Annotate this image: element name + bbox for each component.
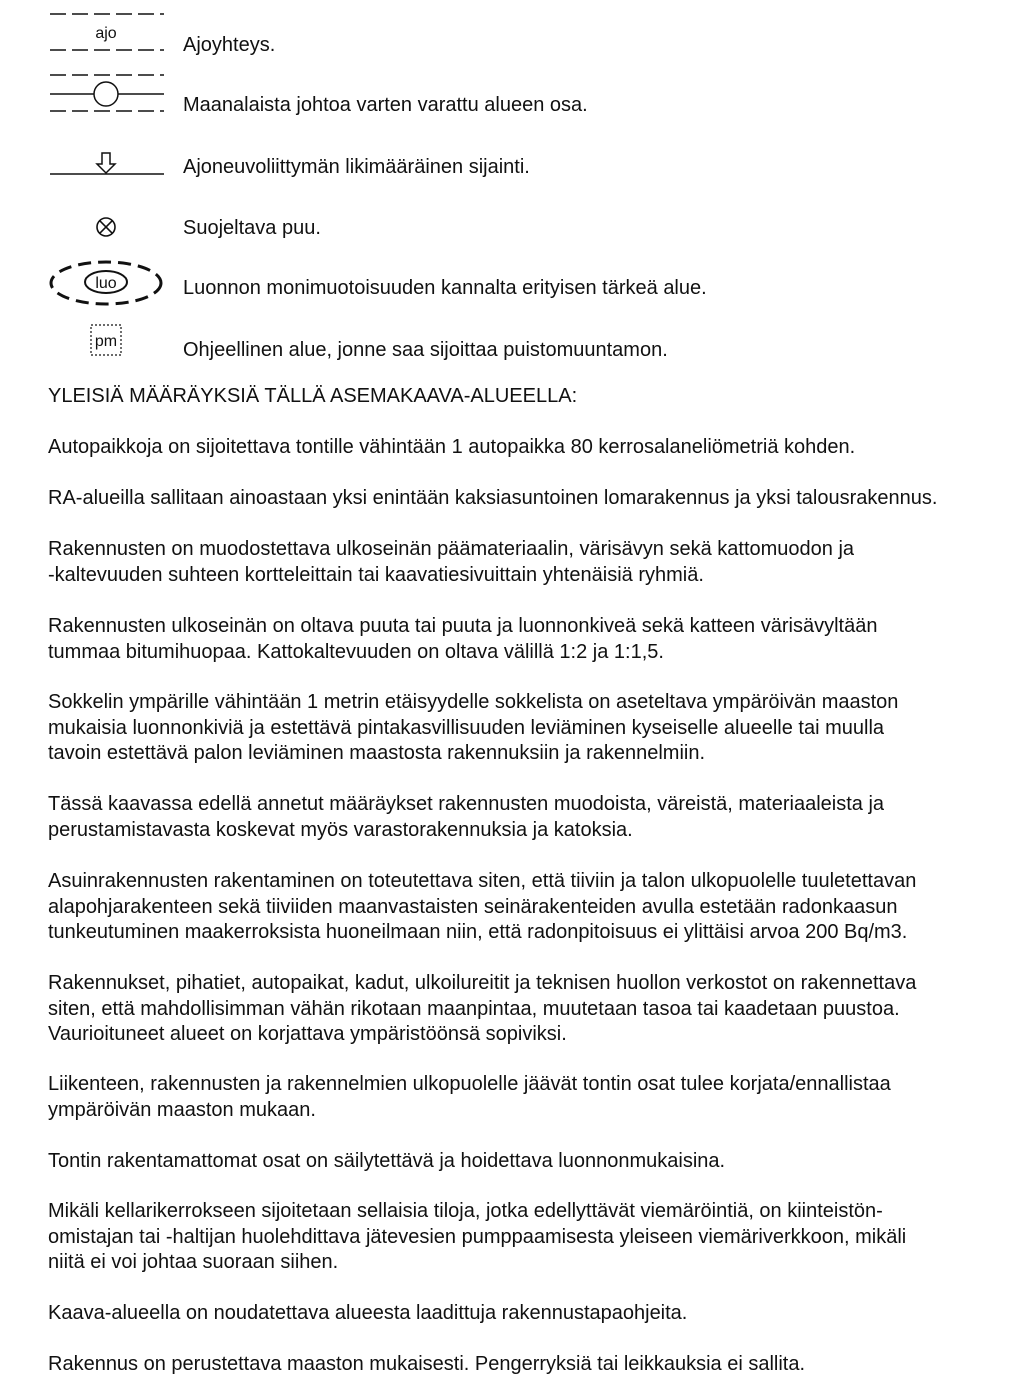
- paragraph-line: Liikenteen, rakennusten ja rakennelmien ulkopuolelle jäävät tontin osat tulee korjata/ennallistaa: [48, 1073, 891, 1095]
- paragraph-line: Rakennukset, pihatiet, autopaikat, kadut, ulkoilureitit ja teknisen huollon verkostot on rakennettava: [48, 972, 917, 994]
- dashed-lines-ajo-icon: [44, 0, 168, 60]
- legend-text-maanalainen-johto: Maanalaista johtoa varten varattu alueen osa.: [183, 94, 588, 116]
- paragraph-line: siten, että mahdollisimman vähän rikotaan maanpintaa, muutetaan tasoa tai kaadetaan puustoa.: [48, 997, 900, 1020]
- paragraph-line: -kaltevuuden suhteen kortteleittain tai kaavatiesivuittain yhtenäisiä ryhmiä.: [48, 563, 704, 586]
- paragraph-line: perustamistavasta koskevat myös varastorakennuksia ja katoksia.: [48, 818, 633, 841]
- paragraph-radon: [48, 869, 1008, 946]
- paragraph-ulkoseina: [48, 614, 1008, 665]
- paragraph-sokkeli: [48, 690, 1008, 767]
- paragraph-ryhmat: [48, 537, 1008, 588]
- svg-text:luo: luo: [95, 275, 117, 292]
- paragraph-line: Tässä kaavassa edellä annetut määräykset rakennusten muodoista, väreistä, materiaaleista ja: [48, 793, 885, 815]
- paragraph-line: Autopaikkoja on sijoitettava tontille vähintään 1 autopaikka 80 kerrosalaneliömetriä kohden.: [48, 436, 856, 458]
- paragraph-ennallistaminen: [48, 1072, 1008, 1123]
- paragraph-line: Kaava-alueella on noudatettava alueesta laadittuja rakennustapaohjeita.: [48, 1302, 688, 1324]
- legend-text-ajoyhteys: Ajoyhteys.: [183, 34, 276, 56]
- paragraph-line: RA-alueilla sallitaan ainoastaan yksi enintään kaksiasuntoinen lomarakennus ja yksi talousrakennus.: [48, 487, 938, 509]
- line-down-arrow-icon: [44, 140, 168, 180]
- paragraph-rakennustapaohjeet: [48, 1301, 1008, 1327]
- paragraph-line: tummaa bitumihuopaa. Kattokaltevuuden on oltava välillä 1:2 ja 1:1,5.: [48, 640, 664, 663]
- paragraph-line: tunkeutuminen maakerroksista huoneilmaan niin, että radonpitoisuus ei ylittäisi arvoa 200 Bq/m3.: [48, 921, 908, 943]
- paragraph-line: mukaisia luonnonkiviä ja estettävä pintakasvillisuuden leviäminen kyseiselle alueelle tai muulla: [48, 716, 885, 739]
- paragraph-line: tavoin estettävä palon leviäminen maastosta rakennuksiin ja rakennelmiin.: [48, 742, 706, 764]
- paragraph-line: omistajan tai -haltijan huolehdittava jätevesien pumppaamisesta yleiseen viemäriverkkoon, mikäli: [48, 1225, 907, 1248]
- paragraph-kellarikerros: [48, 1199, 1008, 1276]
- paragraph-line: Rakennusten on muodostettava ulkoseinän päämateriaalin, värisävyn sekä kattomuodon ja: [48, 538, 855, 560]
- paragraph-line: Tontin rakentamattomat osat on säilytettävä ja hoidettava luonnonmukaisina.: [48, 1150, 726, 1172]
- svg-text:ajo: ajo: [95, 25, 117, 42]
- paragraph-maanpinta: [48, 971, 1008, 1048]
- dashed-lines-circle-icon: [44, 60, 168, 120]
- dashed-ellipse-luo-icon: [44, 255, 168, 311]
- paragraph-line: ympäröivän maaston mukaan.: [48, 1098, 316, 1121]
- paragraph-line: Mikäli kellarikerrokseen sijoitetaan sellaisia tiloja, jotka edellyttävät viemäröintiä, on kiinteistön-: [48, 1200, 883, 1222]
- paragraph-varastorakennukset: [48, 792, 1008, 843]
- paragraph-line: Asuinrakennusten rakentaminen on toteutettava siten, että tiiviin ja talon ulkopuolelle tuuletettavan: [48, 870, 917, 892]
- legend-text-ajoneuvoliittyma: Ajoneuvoliittymän likimääräinen sijainti.: [183, 156, 530, 178]
- dotted-box-pm-icon: [44, 318, 168, 368]
- svg-text:pm: pm: [94, 333, 118, 350]
- paragraph-line: niitä ei voi johtaa suoraan siihen.: [48, 1251, 339, 1273]
- paragraph-line: Vaurioituneet alueet on korjattava ympäristöönsä sopiviksi.: [48, 1023, 567, 1045]
- paragraph-line: Sokkelin ympärille vähintään 1 metrin etäisyydelle sokkelista on aseteltava ympäröivän maaston: [48, 691, 899, 713]
- legend-text-puistomuuntamo: Ohjeellinen alue, jonne saa sijoittaa puistomuuntamon.: [183, 339, 668, 361]
- paragraph-line: Rakennus on perustettava maaston mukaisesti. Pengerryksiä tai leikkauksia ei sallita.: [48, 1353, 806, 1375]
- legend-text-luonnon-monimuotoisuus: Luonnon monimuotoisuuden kannalta erityisen tärkeä alue.: [183, 277, 707, 299]
- paragraph-ra-alueet: [48, 486, 1008, 512]
- paragraph-autopaikat: [48, 435, 1008, 461]
- paragraph-line: alapohjarakenteen sekä tiiviiden maanvastaisten seinärakenteiden avulla estetään radonkaasun: [48, 895, 898, 918]
- circled-x-icon: [44, 205, 168, 245]
- paragraph-rakentamattomat: [48, 1149, 1008, 1175]
- paragraph-line: Rakennusten ulkoseinän on oltava puuta tai puuta ja luonnonkiveä sekä katteen värisävyltään: [48, 615, 878, 637]
- paragraph-perustaminen: [48, 1352, 1008, 1378]
- section-heading: YLEISIÄ MÄÄRÄYKSIÄ TÄLLÄ ASEMAKAAVA-ALUEELLA:: [48, 385, 578, 407]
- legend-text-suojeltava-puu: Suojeltava puu.: [183, 217, 321, 239]
